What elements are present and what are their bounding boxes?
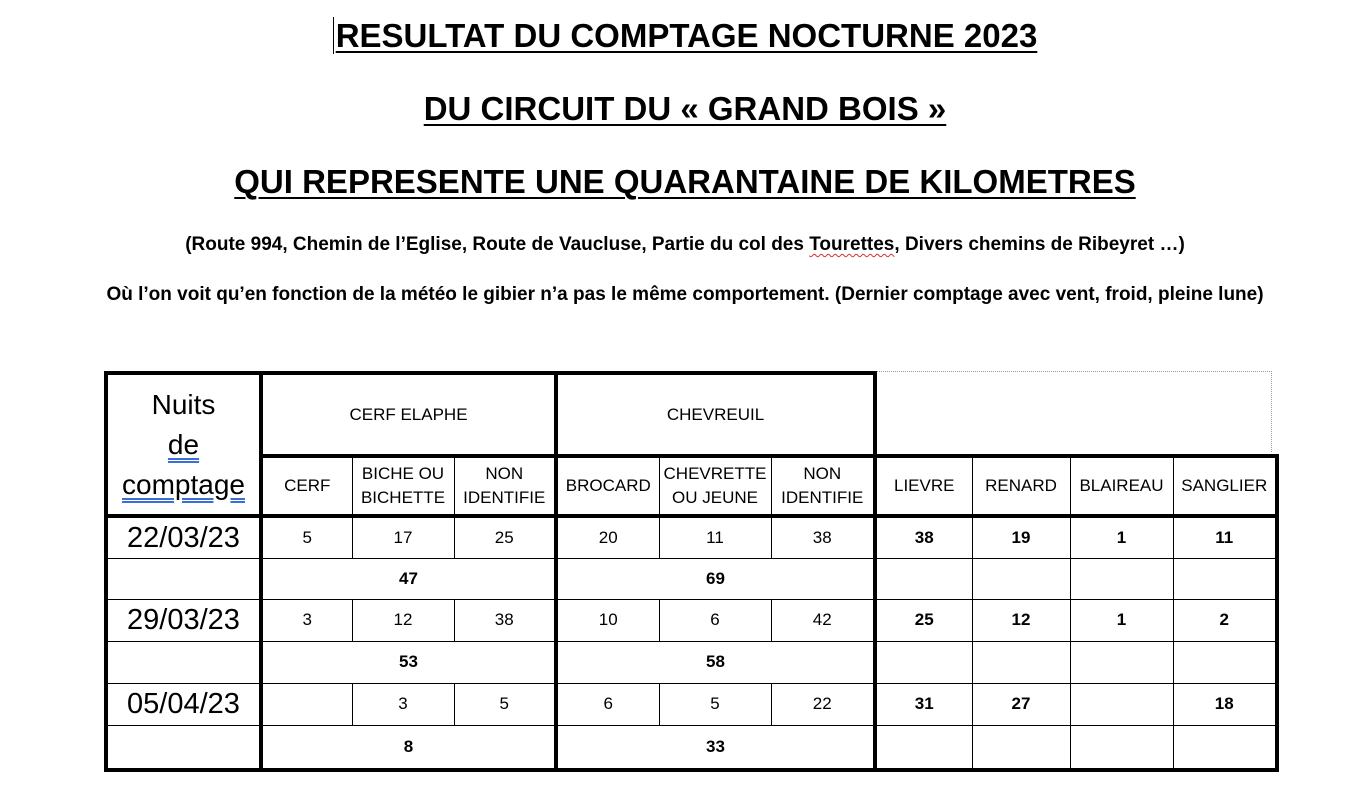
cell-chevrette: 5 (659, 683, 771, 725)
row-date: 05/04/23 (106, 683, 261, 725)
cell-brocard: 6 (556, 683, 659, 725)
col-brocard: BROCARD (556, 456, 659, 516)
col-sanglier: SANGLIER (1173, 456, 1277, 516)
cell-renard: 12 (972, 599, 1070, 641)
cell-brocard: 20 (556, 516, 659, 558)
cell-non-identifie-chevreuil: 22 (771, 683, 875, 725)
cell-cerf (261, 683, 352, 725)
cell-biche: 17 (352, 516, 454, 558)
col-lievre: LIEVRE (875, 456, 972, 516)
cell-biche: 3 (352, 683, 454, 725)
cell-non-identifie-cerf: 5 (454, 683, 556, 725)
weather-note: Où l’on voit qu’en fonction de la météo le gibier n’a pas le même comportement. (Dernier comptage avec vent, froid, pleine lune) (106, 284, 1264, 305)
col-non-identifie-chevreuil: NON IDENTIFIE (771, 456, 875, 516)
cell-lievre: 38 (875, 516, 972, 558)
cell-chevrette: 6 (659, 599, 771, 641)
distance-title: QUI REPRESENTE UNE QUARANTAINE DE KILOMETRES (234, 163, 1136, 200)
cell-biche: 12 (352, 599, 454, 641)
cell-non-identifie-cerf: 38 (454, 599, 556, 641)
group-chevreuil: CHEVREUIL (556, 373, 875, 456)
row-date: 29/03/23 (106, 599, 261, 641)
cell-blaireau: 1 (1070, 516, 1173, 558)
circuit-title: DU CIRCUIT DU « GRAND BOIS » (423, 90, 947, 127)
cell-non-identifie-chevreuil: 42 (771, 599, 875, 641)
cell-sanglier: 2 (1173, 599, 1277, 641)
col-chevrette: CHEVRETTE OU JEUNE (659, 456, 771, 516)
table-row (106, 599, 1277, 641)
cell-cerf: 5 (261, 516, 352, 558)
table-row-totals (106, 558, 1277, 599)
table-row (106, 683, 1277, 725)
col-blaireau: BLAIREAU (1070, 456, 1173, 516)
col-biche: BICHE OU BICHETTE (352, 456, 454, 516)
nights-header: Nuits de comptage (106, 373, 261, 516)
col-non-identifie-cerf: NON IDENTIFIE (454, 456, 556, 516)
table-row (106, 516, 1277, 558)
col-renard: RENARD (972, 456, 1070, 516)
route-description: (Route 994, Chemin de l’Eglise, Route de Vaucluse, Partie du col des Tourettes, Divers chemins de Ribeyret …) (185, 234, 1185, 255)
cell-sanglier: 11 (1173, 516, 1277, 558)
group-cerf-elaphe: CERF ELAPHE (261, 373, 556, 456)
table-row-totals (106, 641, 1277, 683)
spellcheck-flagged-word: Tourettes (809, 234, 895, 255)
cell-blaireau: 1 (1070, 599, 1173, 641)
cell-renard: 27 (972, 683, 1070, 725)
cell-lievre: 31 (875, 683, 972, 725)
cell-non-identifie-cerf: 25 (454, 516, 556, 558)
total-cerf-elaphe: 47 (261, 558, 556, 599)
total-cerf-elaphe: 53 (261, 641, 556, 683)
cell-lievre: 25 (875, 599, 972, 641)
cell-blaireau (1070, 683, 1173, 725)
total-chevreuil: 33 (556, 725, 875, 770)
document-title: RESULTAT DU COMPTAGE NOCTURNE 2023 (0, 16, 1370, 56)
cell-non-identifie-chevreuil: 38 (771, 516, 875, 558)
col-cerf: CERF (261, 456, 352, 516)
cell-brocard: 10 (556, 599, 659, 641)
count-table (104, 371, 1279, 772)
table-row-totals (106, 725, 1277, 770)
total-chevreuil: 69 (556, 558, 875, 599)
cell-renard: 19 (972, 516, 1070, 558)
cell-cerf: 3 (261, 599, 352, 641)
row-date: 22/03/23 (106, 516, 261, 558)
total-chevreuil: 58 (556, 641, 875, 683)
total-cerf-elaphe: 8 (261, 725, 556, 770)
cell-sanglier: 18 (1173, 683, 1277, 725)
cell-chevrette: 11 (659, 516, 771, 558)
